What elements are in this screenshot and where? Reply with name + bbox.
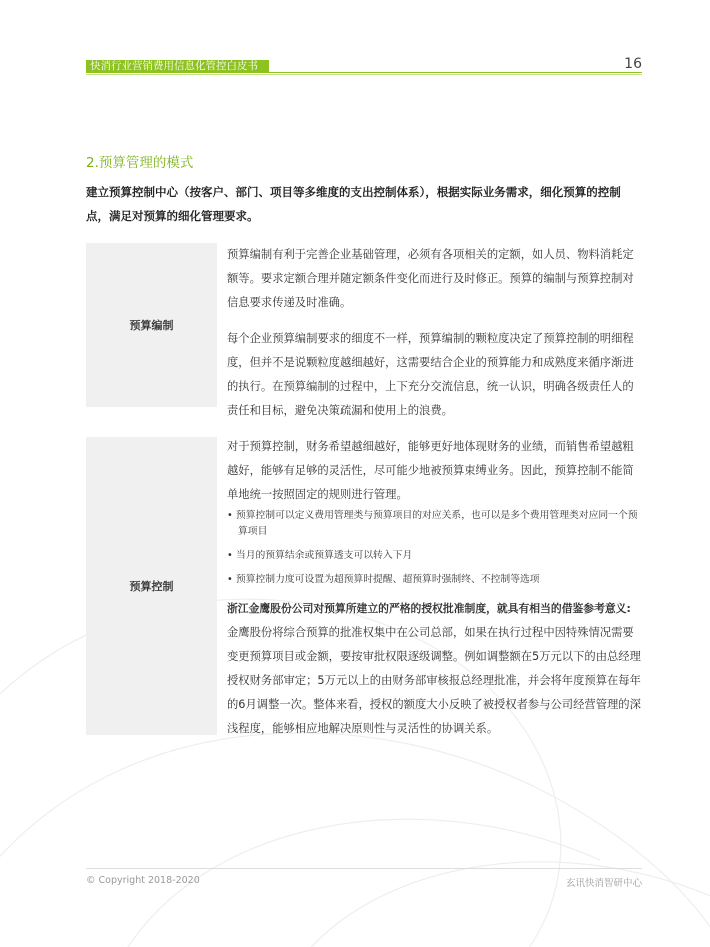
compilation-text	[227, 243, 642, 423]
case-heading: 浙江金鹰股份公司对预算所建立的严格的授权批准制度，就具有相当的借鉴参考意义:	[227, 602, 631, 615]
section-intro: 建立预算控制中心（按客户、部门、项目等多维度的支出控制体系），根据实际业务需求，细化预算的控制点，满足对预算的细化管理要求。	[86, 185, 621, 223]
page-number: 16	[624, 56, 642, 72]
control-text	[227, 435, 642, 741]
footer-rule	[86, 868, 642, 869]
header-rule-light	[86, 74, 642, 75]
control-paragraph: 对于预算控制，财务希望越细越好，能够更好地体现财务的业绩，而销售希望越粗越好，能够有足够的灵活性，尽可能少地被预算束缚业务。因此，预算控制不能简单地统一按照固定的规则进行管理。	[227, 440, 634, 501]
header-doc-title: 快消行业营销费用信息化管控白皮书	[86, 60, 269, 73]
footer-copyright: © Copyright 2018-2020	[86, 875, 200, 886]
header-rule	[86, 72, 642, 73]
footer-organization: 玄讯快消智研中心	[565, 878, 642, 889]
case-text: 金鹰股份将综合预算的批准权集中在公司总部，如果在执行过程中因特殊情况需要变更预算项目或金额，要按审批权限逐级调整。例如调整额在5万元以下的由总经理授权财务部审定；5万元以上的由财务部审核报总经理批准，并会将年度预算在每年的6月调整一次。整体来看，授权的额度大小反映了被授权者参与公司经营管理的深浅程度，能够相应地解决原则性与灵活性的协调关系。	[227, 626, 641, 735]
block-label-compilation: 预算编制	[86, 243, 217, 407]
budget-control-block	[86, 437, 642, 735]
control-bullet-2: • 当月的预算结余或预算透支可以转入下月	[227, 550, 413, 561]
page-header	[86, 56, 642, 76]
block-label-control: 预算控制	[86, 437, 217, 735]
control-bullet-3: • 预算控制力度可设置为超预算时提醒、超预算时强制终、不控制等选项	[227, 574, 540, 585]
budget-compilation-block	[86, 243, 642, 417]
control-bullet-1: • 预算控制可以定义费用管理类与预算项目的对应关系，也可以是多个费用管理类对应同一个预算项目	[227, 510, 638, 537]
compilation-paragraph-2: 每个企业预算编制要求的细度不一样，预算编制的颗粒度决定了预算控制的明细程度，但并不是说颗粒度越细越好，这需要结合企业的预算能力和成熟度来循序渐进的执行。在预算编制的过程中，上下充分交流信息，统一认识，明确各级责任人的责任和目标，避免决策疏漏和使用上的浪费。	[227, 332, 634, 417]
compilation-paragraph-1: 预算编制有利于完善企业基础管理，必须有各项相关的定额，如人员、物料消耗定额等。要求定额合理并随定额条件变化而进行及时修正。预算的编制与预算控制对信息要求传递及时准确。	[227, 248, 634, 309]
section-title: 2.预算管理的模式	[86, 155, 194, 171]
